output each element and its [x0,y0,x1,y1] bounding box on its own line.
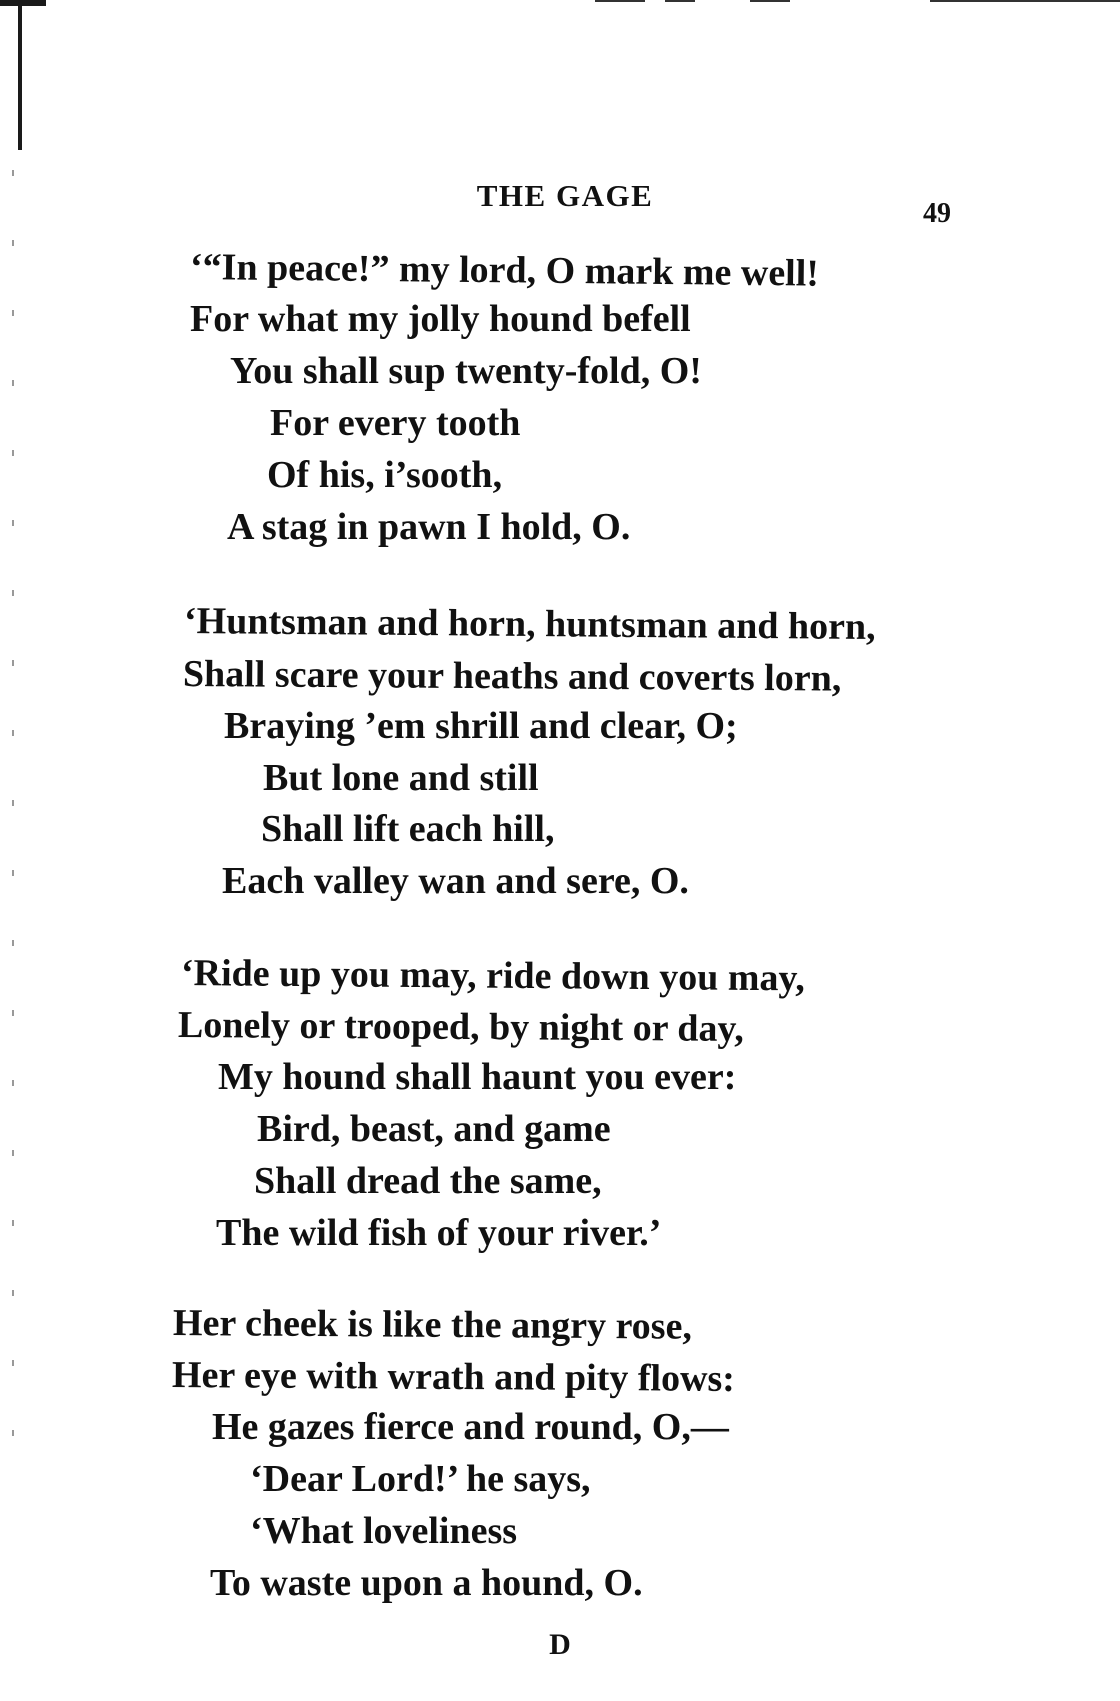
poem-line: The wild fish of your river.’ [216,1212,662,1254]
scan-top-rule [595,0,645,2]
poem-line: ‘Ride up you may, ride down you may, [180,952,806,1000]
page-number: 49 [923,198,951,229]
poem-line: My hound shall haunt you ever: [218,1056,737,1098]
scan-edge-mark [0,0,46,6]
poem-line: For what my jolly hound befell [190,298,691,340]
poem-line: Shall scare your heaths and coverts lorn, [182,653,842,700]
signature-mark: D [549,1628,571,1661]
poem-line: For every tooth [270,402,521,444]
poem-line: Her eye with wrath and pity flows: [171,1354,736,1400]
poem-line: You shall sup twenty-fold, O! [230,350,702,392]
scan-edge-dots [12,170,14,1470]
poem-line: He gazes fierce and round, O,— [212,1406,729,1448]
poem-line: ‘Dear Lord!’ he says, [250,1458,591,1500]
scan-top-rule [930,0,1120,2]
poem-line: ‘What loveliness [250,1510,518,1552]
poem-line: ‘“In peace!” my lord, O mark me well! [189,246,820,295]
scan-top-rule [750,0,790,2]
poem-line: Each valley wan and sere, O. [222,860,689,902]
poem-line: Bird, beast, and game [257,1108,611,1150]
poem-line: Shall dread the same, [254,1160,602,1202]
poem-line: ‘Huntsman and horn, huntsman and horn, [183,600,876,649]
running-head: THE GAGE [476,178,654,213]
scan-edge-mark [18,0,22,150]
poem-line: Braying ’em shrill and clear, O; [224,705,738,747]
poem-line: To waste upon a hound, O. [210,1562,643,1604]
poem-line: A stag in pawn I hold, O. [227,506,631,548]
poem-line: Her cheek is like the angry rose, [172,1302,693,1348]
scan-top-rule [665,0,695,2]
poem-line: Shall lift each hill, [261,808,555,850]
poem-line: Of his, i’sooth, [267,454,503,496]
poem-line: Lonely or trooped, by night or day, [177,1004,745,1050]
poem-line: But lone and still [263,757,539,799]
